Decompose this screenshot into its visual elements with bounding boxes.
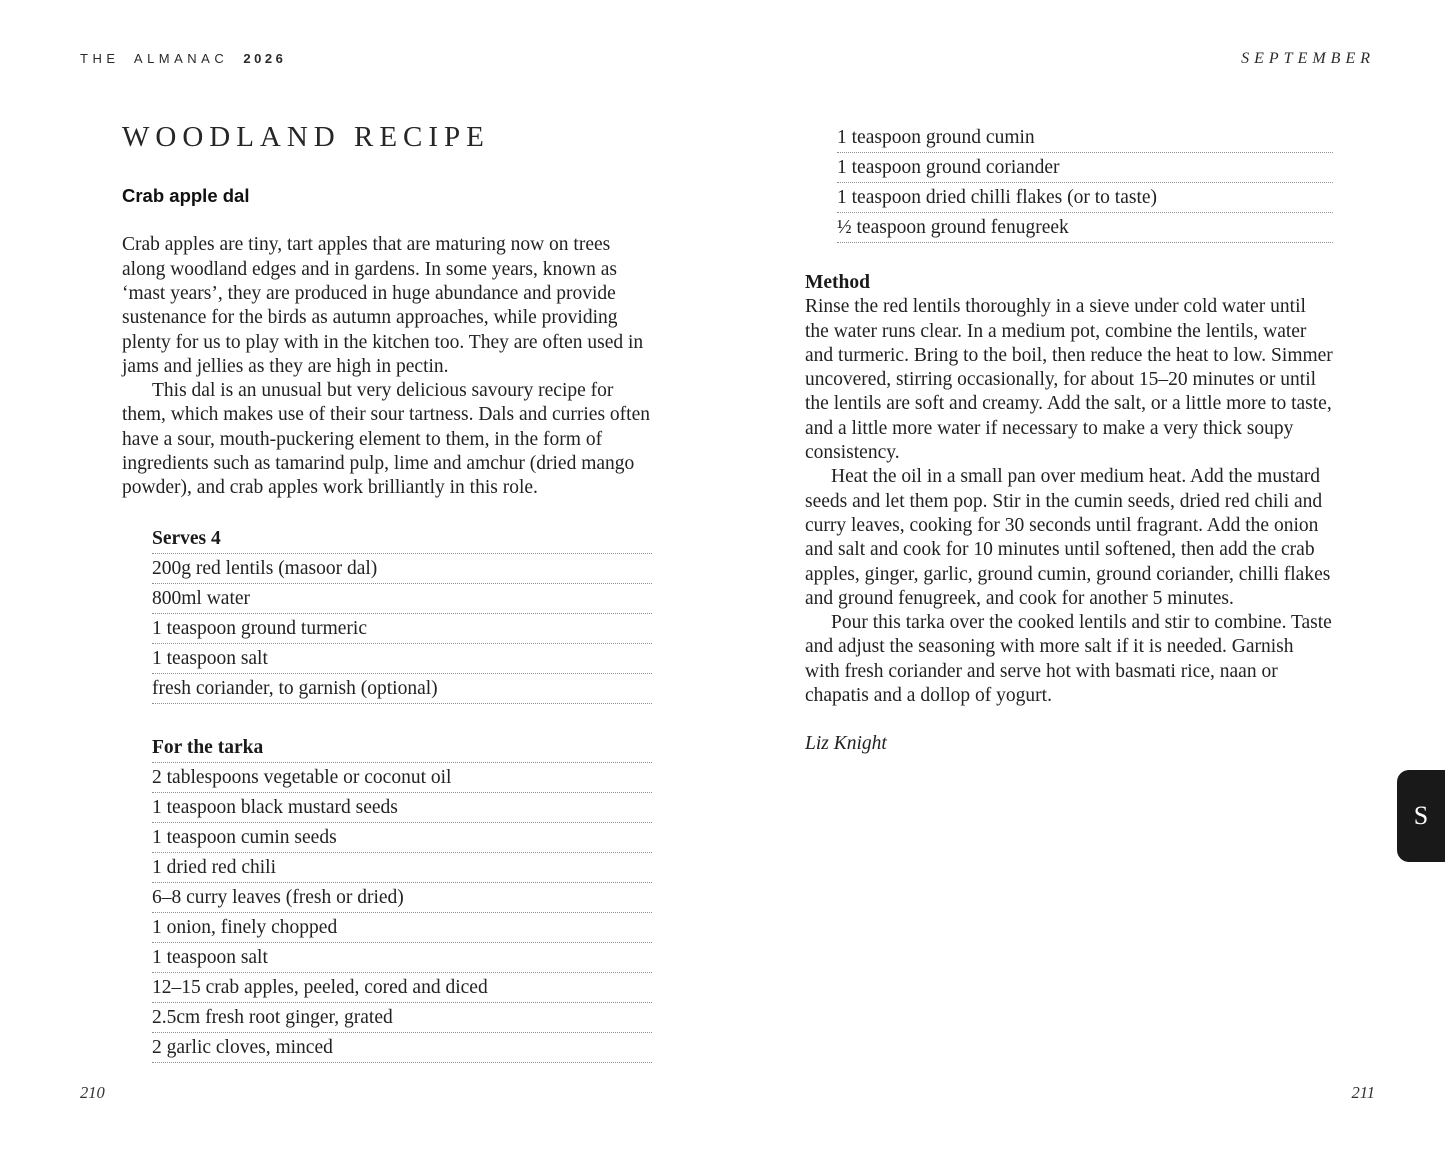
month-tab — [1397, 770, 1445, 862]
ingredient-row: 1 teaspoon cumin seeds — [152, 823, 652, 853]
month-tab-letter: S — [1413, 801, 1429, 830]
method-paragraph: Heat the oil in a small pan over medium heat. Add the mustard seeds and let them pop. Stir in the cumin seeds, dried red chili and curry leaves, cooking for 30 seconds until fragrant. Add the onion and salt and cook for 10 minutes until softened, then add the crab apples, ginger, garlic, ground cumin, ground coriander, chilli flakes and ground fenugreek, and cook for another 5 minutes. — [805, 466, 1331, 609]
ingredient-row: 2.5cm fresh root ginger, grated — [152, 1003, 652, 1033]
book-title: THE ALMANAC — [80, 51, 229, 66]
ingredient-row: 2 tablespoons vegetable or coconut oil — [152, 763, 652, 793]
ingredient-row: fresh coriander, to garnish (optional) — [152, 674, 652, 704]
section-title: WOODLAND RECIPE — [122, 121, 490, 153]
page-number-left: 210 — [80, 1083, 105, 1102]
right-page — [805, 121, 1333, 755]
book-year: 2026 — [243, 51, 287, 66]
ingredient-row: 1 teaspoon ground cumin — [837, 123, 1333, 153]
tarka-heading: For the tarka — [152, 733, 652, 763]
running-head-left — [80, 51, 286, 66]
ingredient-row: 1 teaspoon black mustard seeds — [152, 793, 652, 823]
recipe-title: Crab apple dal — [122, 185, 250, 207]
intro-paragraph: This dal is an unusual but very delicious savoury recipe for them, which makes use of their sour tartness. Dals and curries often have a sour, mouth-puckering element to them, in the form of ingredients such as tamarind pulp, lime and amchur (dried mango powder), and crab apples work brilliantly in this role. — [122, 380, 650, 499]
ingredient-row: 1 teaspoon salt — [152, 644, 652, 674]
author-credit: Liz Knight — [805, 733, 887, 755]
ingredient-row: 1 teaspoon dried chilli flakes (or to taste) — [837, 183, 1333, 213]
method-heading: Method — [805, 272, 870, 293]
ingredient-row: 1 teaspoon salt — [152, 943, 652, 973]
serves-heading: Serves 4 — [152, 524, 652, 554]
ingredient-row: ½ teaspoon ground fenugreek — [837, 213, 1333, 243]
method-paragraph: Rinse the red lentils thoroughly in a sieve under cold water until the water runs clear. In a medium pot, combine the lentils, water and turmeric. Bring to the boil, then reduce the heat to low. Simmer uncovered, stirring occasionally, for about 15–20 minutes or until the lentils are soft and creamy. Add the salt, or a little more to taste, and a little more water if necessary to make a very thick soupy consistency. — [805, 296, 1333, 464]
serves-ingredient-list — [152, 524, 652, 704]
ingredient-row: 2 garlic cloves, minced — [152, 1033, 652, 1063]
spice-ingredient-list — [837, 123, 1333, 243]
ingredient-row: 12–15 crab apples, peeled, cored and diced — [152, 973, 652, 1003]
ingredient-row: 1 onion, finely chopped — [152, 913, 652, 943]
tarka-ingredient-list — [152, 733, 652, 1063]
ingredient-row: 6–8 curry leaves (fresh or dried) — [152, 883, 652, 913]
running-head-month: SEPTEMBER — [1241, 50, 1375, 67]
method-paragraph: Pour this tarka over the cooked lentils and stir to combine. Taste and adjust the seasoning with more salt if it is needed. Garnish with fresh coriander and serve hot with basmati rice, naan or chapatis and a dollop of yogurt. — [805, 612, 1332, 707]
left-page — [122, 121, 652, 1063]
ingredient-row: 1 teaspoon ground coriander — [837, 153, 1333, 183]
intro-paragraph: Crab apples are tiny, tart apples that are maturing now on trees along woodland edges and in gardens. In some years, known as ‘mast years’, they are produced in huge abundance and provide sustenance for the birds as autumn approaches, while providing plenty for us to play with in the kitchen too. They are often used in jams and jellies as they are high in pectin. — [122, 234, 644, 377]
ingredient-row: 200g red lentils (masoor dal) — [152, 554, 652, 584]
page-number-right: 211 — [1351, 1083, 1375, 1102]
ingredient-row: 800ml water — [152, 584, 652, 614]
ingredient-row: 1 dried red chili — [152, 853, 652, 883]
ingredient-row: 1 teaspoon ground turmeric — [152, 614, 652, 644]
